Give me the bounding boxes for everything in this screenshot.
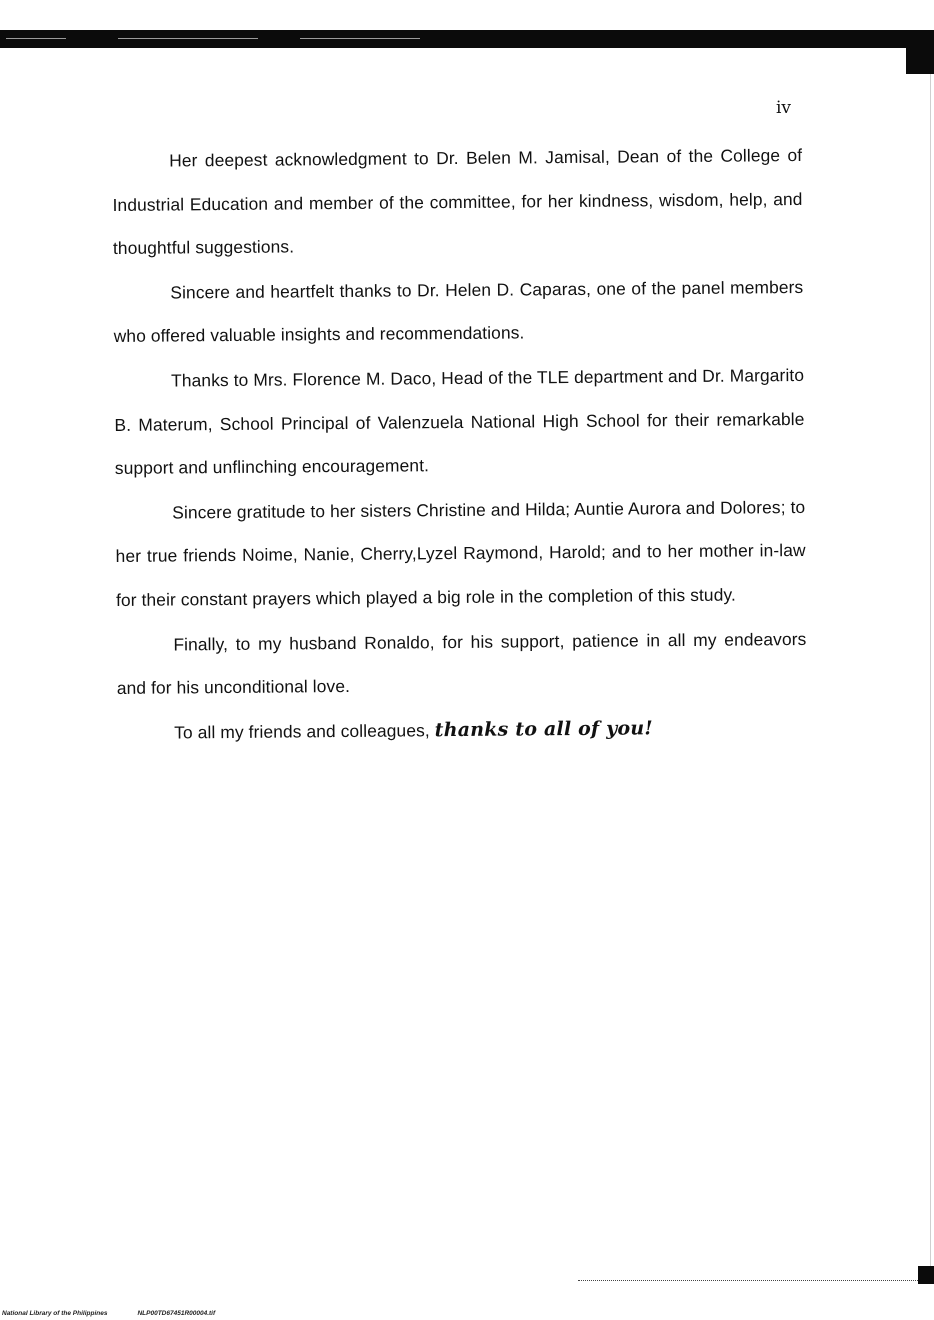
closing-lead: To all my friends and colleagues, (174, 719, 430, 743)
acknowledgment-body (112, 134, 807, 756)
scan-border-top (0, 30, 934, 48)
scan-streak (6, 38, 66, 39)
paragraph: Her deepest acknowledgment to Dr. Belen M. Jamisal, Dean of the College of Industrial Education and member of the committee, for her kindness, wisdom, help, and thoughtful suggestions. (112, 144, 803, 259)
closing-line (117, 706, 807, 756)
scan-streak (300, 38, 420, 39)
scan-bottom-corner (918, 1266, 934, 1284)
scan-edge-line (930, 74, 931, 1274)
page-number: iv (776, 98, 792, 118)
paragraph: Finally, to my husband Ronaldo, for his support, patience in all my endeavors and for his unconditional love. (116, 628, 807, 699)
footer-source: National Library of the Philippines (2, 1310, 108, 1317)
paragraph: Sincere gratitude to her sisters Christine and Hilda; Auntie Aurora and Dolores; to her true friends Noime, Nanie, Cherry,Lyzel Raymond, Harold; and to her mother in-law for their constant prayers which played a big role in the completion of this study. (115, 496, 806, 610)
scan-streak (118, 38, 258, 39)
paragraph: Thanks to Mrs. Florence M. Daco, Head of the TLE department and Dr. Margarito B. Materum, School Principal of Valenzuela National High School for their remarkable support and unflinching encouragement. (114, 364, 805, 479)
paragraph: Sincere and heartfelt thanks to Dr. Helen D. Caparas, one of the panel members who offered valuable insights and recommendations. (113, 276, 804, 347)
closing-script: thanks to all of you! (434, 717, 653, 741)
scan-bottom-rule (578, 1280, 918, 1283)
scan-corner-block (906, 30, 934, 74)
scan-footer-stamp (2, 1310, 215, 1317)
footer-file-id: NLP00TD67451R00004.tif (137, 1310, 216, 1317)
